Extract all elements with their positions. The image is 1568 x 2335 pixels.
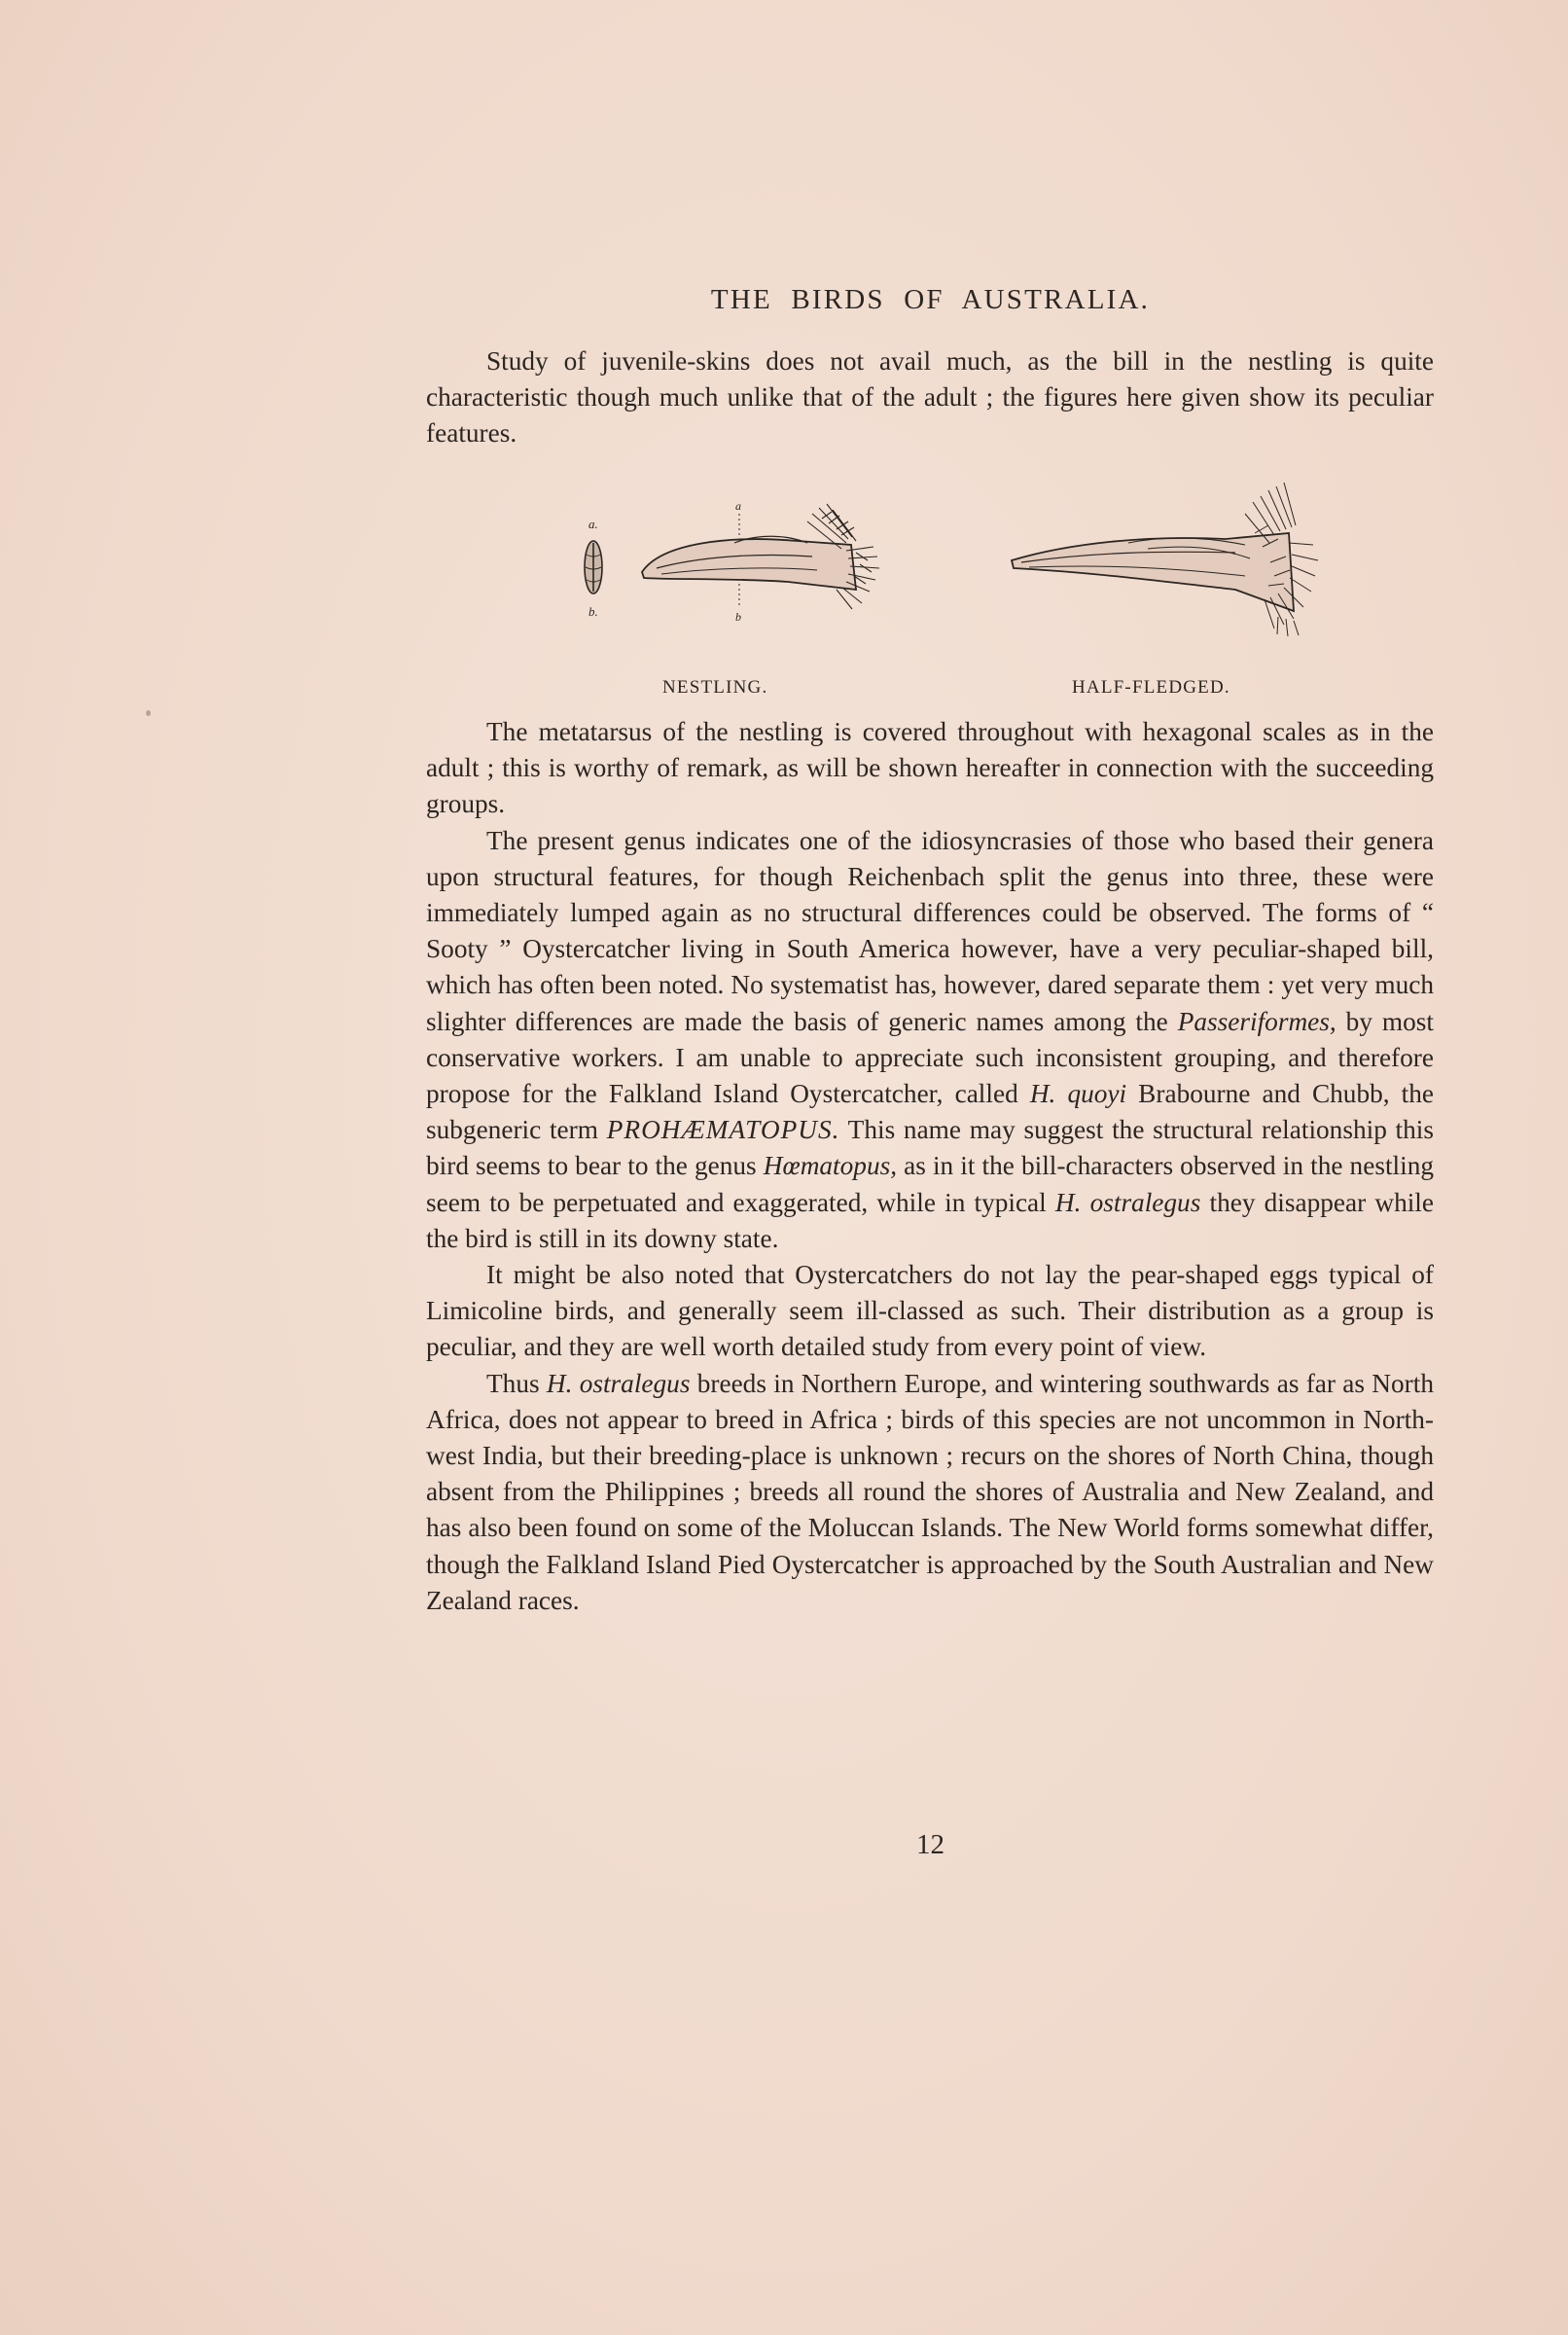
paper-blemish: [146, 710, 151, 716]
paragraph-p3: [426, 823, 1434, 1257]
bill-illustrations: [564, 475, 1323, 708]
italic-term: PROHÆMATOPUS.: [606, 1115, 840, 1145]
label-a-nestling: a: [735, 499, 741, 513]
half-fledged-bill: [1012, 483, 1318, 636]
italic-term: H. ostralegus: [1054, 1187, 1201, 1217]
paragraph-p2: [426, 714, 1434, 823]
paragraph-intro: Study of juvenile-skins does not avail much, as the bill in the nestling is quite characteristic though much unlike that of the adult ; the figures here given show its peculiar features.: [426, 346, 1434, 449]
text-run: Brabourne and Chubb, the subgeneric term: [426, 1079, 1434, 1145]
label-a: a.: [588, 517, 598, 531]
italic-term: Hœmatopus,: [763, 1151, 898, 1181]
text-block-main: [426, 714, 1434, 1619]
text-run: The metatarsus of the nestling is covered throughout with hexagonal scales as in the adult ; this is worthy of remark, as will be shown hereafter in connection with the succeeding groups.: [426, 717, 1434, 819]
text-run: The present genus indicates one of the idiosyncrasies of those who based their genera upon structural features, for though Reichenbach split the genus into three, these were immediately lumped again as no structural differences could be observed. The forms of “ Sooty ” Oystercatcher living in South America however, have a very peculiar-shaped bill, which has often been noted. No systematist has, however, dared separate them : yet very much slighter differences are made the basis of generic names among the: [426, 825, 1434, 1036]
text-run: It might be also noted that Oystercatchers do not lay the pear-shaped eggs typical of Limicoline birds, and generally seem ill-classed as such. Their distribution as a group is peculiar, and they are well worth detailed study from every point of view.: [426, 1260, 1434, 1362]
text-run: Thus: [486, 1368, 547, 1398]
text-run: they disappear while the bird is still in its downy state.: [426, 1187, 1434, 1253]
italic-term: Passeriformes,: [1177, 1006, 1336, 1036]
italic-term: H. quoyi: [1029, 1079, 1127, 1109]
bill-figure: [564, 475, 1323, 708]
italic-term: H. ostralegus: [546, 1368, 691, 1398]
paragraph-p4: [426, 1257, 1434, 1366]
label-b: b.: [588, 604, 598, 619]
bill-cross-section: [585, 517, 602, 619]
caption-half-fledged: HALF-FLEDGED.: [1072, 677, 1230, 698]
nestling-bill: [642, 499, 879, 624]
text-run: breeds in Northern Europe, and wintering southwards as far as North Africa, does not appear to breed in Africa ; birds of this species are not uncommon in North-west India, but their breeding-place is unknown ; recurs on the shores of North China, though absent from the Philippines ; breeds all round the shores of Australia and New Zealand, and has also been found on some of the Moluccan Islands. The New World forms somewhat differ, though the Falkland Island Pied Oystercatcher is approached by the South Australian and New Zealand races.: [426, 1368, 1434, 1615]
running-head: THE BIRDS OF AUSTRALIA.: [710, 284, 1151, 315]
label-b-nestling: b: [735, 610, 741, 624]
text-block-intro: [426, 343, 1434, 452]
text-run: by most conservative workers. I am unable to appreciate such inconsistent grouping, and therefore propose for the Falkland Island Oystercatcher, called: [426, 1006, 1434, 1109]
text-run: This name may suggest the structural relationship this bird seems to bear to the genus: [426, 1115, 1434, 1181]
caption-nestling: NESTLING.: [662, 677, 768, 698]
page-number: 12: [916, 1829, 944, 1860]
text-run: as in it the bill-characters observed in the nestling seem to be perpetuated and exaggerated, while in typical: [426, 1151, 1434, 1217]
paragraph-p5: [426, 1366, 1434, 1619]
